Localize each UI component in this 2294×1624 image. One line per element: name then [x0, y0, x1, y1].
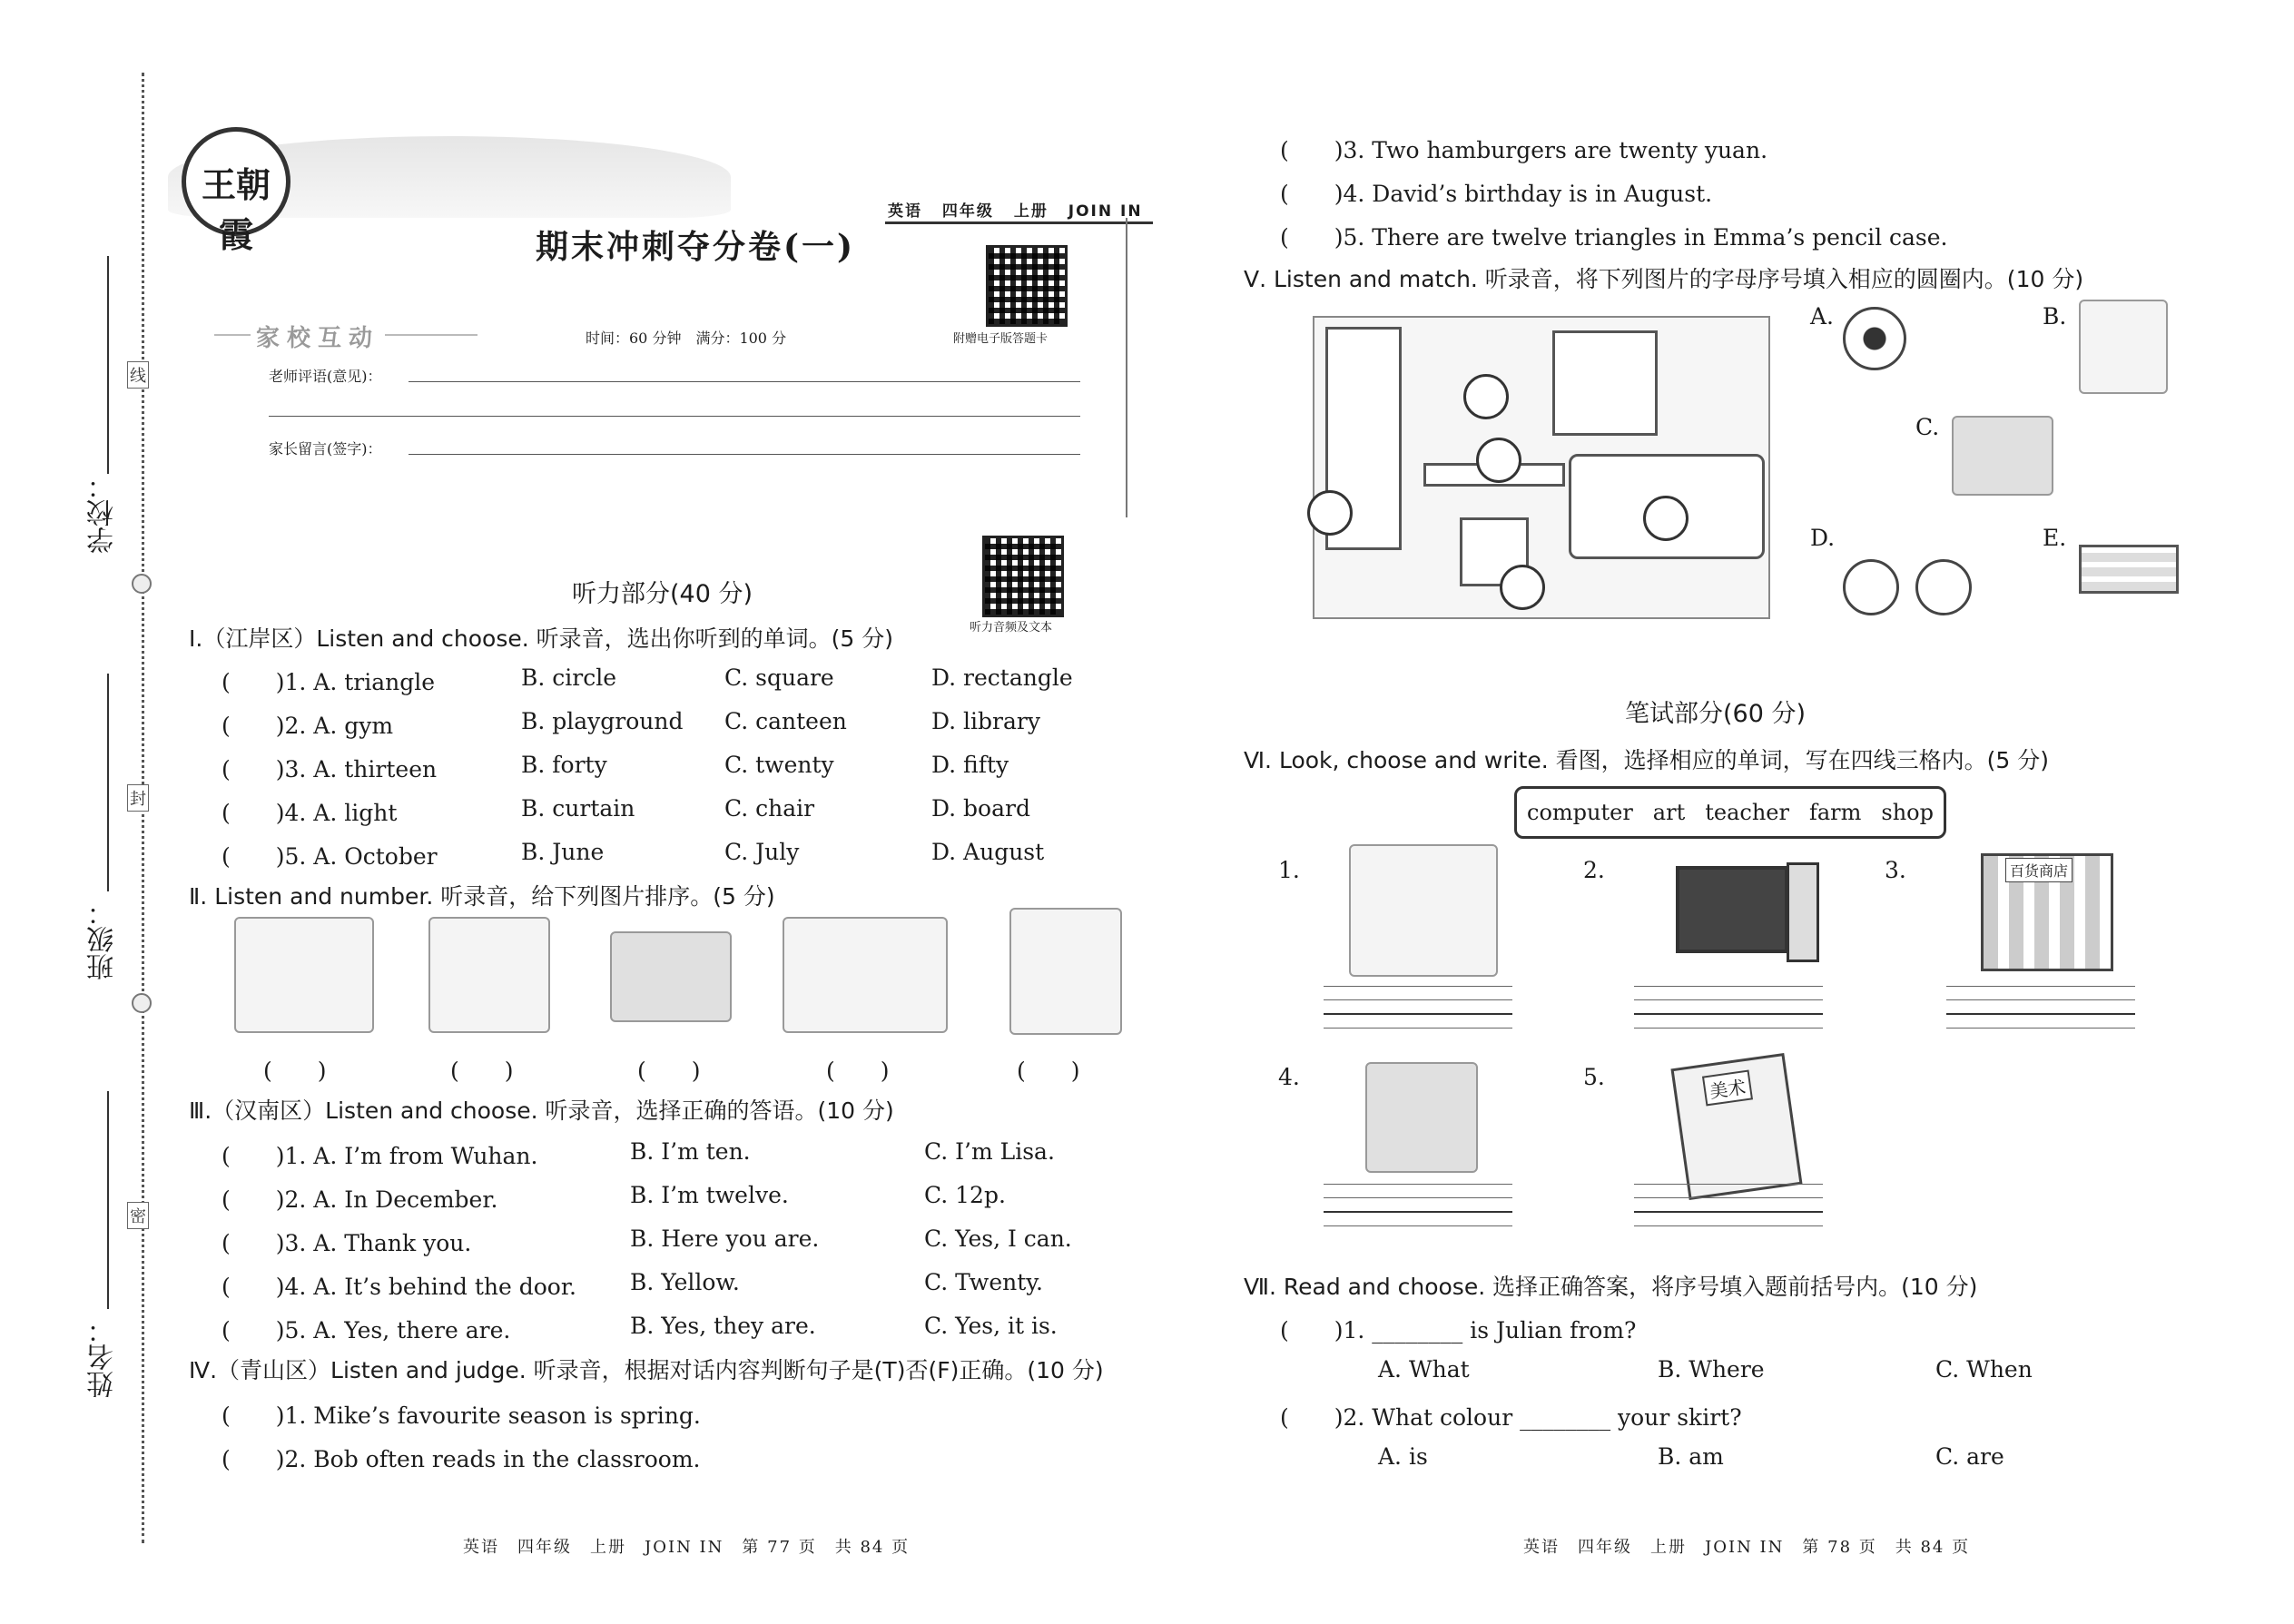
s1-q5-c: C. July: [724, 839, 800, 865]
s3-q4-c: C. Twenty.: [924, 1269, 1044, 1295]
s1-q5-d: D. August: [931, 839, 1045, 865]
footer-left: 英语 四年级 上册 JOIN IN 第 77 页 共 84 页: [463, 1538, 911, 1557]
teacher-comment-line[interactable]: [409, 381, 1080, 382]
word-shop: shop: [1881, 800, 1934, 825]
match-circle-2[interactable]: [1476, 438, 1521, 483]
tag-underline: [885, 221, 1153, 224]
word-farm: farm: [1808, 800, 1862, 825]
s1-q2-c: C. canteen: [724, 708, 847, 734]
s1-q4-c: C. chair: [724, 795, 815, 822]
s6-num-2: 2.: [1583, 857, 1605, 883]
audio-qr-code[interactable]: [982, 536, 1064, 617]
s3-q4-b: B. Yellow.: [630, 1269, 740, 1295]
parent-comment-line[interactable]: [409, 454, 1080, 455]
home-school-heading: 家校互动: [251, 320, 385, 353]
s3-q3-b: B. Here you are.: [630, 1225, 820, 1252]
s3-q1-a[interactable]: ( )1. A. I’m from Wuhan.: [222, 1143, 538, 1169]
class-label: 班级：: [87, 899, 119, 980]
s1-q2-d: D. library: [931, 708, 1040, 734]
parent-comment-label: 家长留言(签字)：: [269, 440, 382, 458]
s4-q4[interactable]: ( )4. David’s birthday is in August.: [1280, 181, 1713, 207]
horse-riding-picture: [428, 917, 550, 1033]
seal-char-mi: 密: [127, 1202, 149, 1229]
computer-picture: [1676, 866, 1788, 953]
s6-writing-lines-4[interactable]: [1324, 1184, 1512, 1239]
tag-subject: 英语: [888, 202, 922, 221]
header-side-rule: [1126, 218, 1127, 517]
s6-num-3: 3.: [1885, 857, 1906, 883]
s3-q4-a[interactable]: ( )4. A. It’s behind the door.: [222, 1274, 576, 1300]
s1-q1-a[interactable]: ( )1. A. triangle: [222, 669, 436, 695]
art-book-label: 美术: [1702, 1070, 1753, 1107]
s2-blank-5[interactable]: ( ): [1017, 1058, 1080, 1084]
shop-picture: [1981, 853, 2113, 971]
s5-letter-e: E.: [2043, 525, 2067, 551]
name-label: 姓名：: [87, 1316, 119, 1398]
s7-q1-c: C. When: [1935, 1356, 2033, 1383]
cat-icon: [2079, 300, 2168, 394]
s3-q1-c: C. I’m Lisa.: [924, 1138, 1055, 1165]
shop-sign: 百货商店: [2005, 858, 2072, 882]
word-art: art: [1652, 800, 1686, 825]
winter-house-picture: [783, 917, 948, 1033]
section-1-title: Ⅰ.（江岸区）Listen and choose. 听录音，选出你听到的单词。(5 分): [189, 625, 894, 652]
s2-blank-1[interactable]: ( ): [263, 1058, 327, 1084]
farm-picture: [1349, 844, 1498, 977]
s3-q2-b: B. I’m twelve.: [630, 1182, 789, 1208]
tag-volume: 上册: [1013, 202, 1049, 221]
s5-letter-b: B.: [2043, 303, 2067, 330]
s7-q1-b: B. Where: [1658, 1356, 1765, 1383]
bicycle-icon: [1843, 534, 1970, 615]
s2-blank-3[interactable]: ( ): [637, 1058, 701, 1084]
s3-q5-b: B. Yes, they are.: [630, 1313, 816, 1339]
section-5-title: Ⅴ. Listen and match. 听录音，将下列图片的字母序号填入相应的圆圈内。(10 分): [1244, 266, 2084, 292]
books-icon: [2079, 545, 2179, 594]
window-shape: [1552, 330, 1658, 436]
s6-num-5: 5.: [1583, 1064, 1605, 1090]
s4-q2[interactable]: ( )2. Bob often reads in the classroom.: [222, 1446, 701, 1472]
listening-section-title: 听力部分(40 分): [572, 580, 753, 608]
s3-q5-a[interactable]: ( )5. A. Yes, there are.: [222, 1317, 511, 1343]
s6-writing-lines-5[interactable]: [1634, 1184, 1823, 1239]
teacher-comment-line-2[interactable]: [269, 416, 1080, 417]
qr1-caption: 附赠电子版答题卡: [953, 332, 1049, 346]
match-circle-4[interactable]: [1643, 496, 1689, 541]
section-2-title: Ⅱ. Listen and number. 听录音，给下列图片排序。(5 分): [189, 883, 775, 910]
name-underline: [107, 1091, 109, 1309]
s1-q1-d: D. rectangle: [931, 664, 1073, 691]
s4-q1[interactable]: ( )1. Mike’s favourite season is spring.: [222, 1403, 701, 1429]
s5-letter-a: A.: [1810, 303, 1835, 330]
bedroom-picture: [1313, 316, 1770, 619]
answer-sheet-qr-code[interactable]: [986, 245, 1068, 327]
subject-tags: [888, 198, 1156, 221]
teacher-picture: [1365, 1062, 1478, 1173]
s2-blank-2[interactable]: ( ): [450, 1058, 514, 1084]
s6-num-4: 4.: [1278, 1064, 1300, 1090]
teacher-comment-label: 老师评语(意见)：: [269, 368, 382, 385]
s1-q2-a[interactable]: ( )2. A. gym: [222, 713, 394, 739]
s1-q5-b: B. June: [521, 839, 605, 865]
s3-q2-a[interactable]: ( )2. A. In December.: [222, 1186, 498, 1213]
s5-letter-c: C.: [1915, 414, 1940, 440]
tag-grade: 四年级: [941, 202, 994, 221]
match-circle-1[interactable]: [1463, 374, 1509, 419]
playground-picture: [234, 917, 374, 1033]
s4-q3[interactable]: ( )3. Two hamburgers are twenty yuan.: [1280, 137, 1768, 163]
seal-char-xian: 线: [127, 361, 149, 389]
s6-writing-lines-2[interactable]: [1634, 986, 1823, 1041]
s3-q2-c: C. 12p.: [924, 1182, 1006, 1208]
s1-q3-a[interactable]: ( )3. A. thirteen: [222, 756, 438, 782]
s1-q5-a[interactable]: ( )5. A. October: [222, 843, 438, 870]
seal-char-feng: 封: [127, 784, 149, 812]
school-label: 学校：: [87, 472, 119, 554]
s7-q1[interactable]: ( )1. ________ is Julian from?: [1280, 1317, 1637, 1343]
section-7-title: Ⅶ. Read and choose. 选择正确答案，将序号填入题前括号内。(10 分): [1244, 1274, 1978, 1300]
binding-hole-icon: [132, 993, 152, 1013]
section-6-title: Ⅵ. Look, choose and write. 看图，选择相应的单词，写在四线三格内。(5 分): [1244, 747, 2050, 773]
writing-section-title: 笔试部分(60 分): [1625, 700, 1807, 728]
s7-q1-a: A. What: [1378, 1356, 1470, 1383]
binding-hole-icon: [132, 574, 152, 594]
tag-textbook: JOIN IN: [1068, 202, 1143, 221]
s1-q4-d: D. board: [931, 795, 1030, 822]
s4-q5[interactable]: ( )5. There are twelve triangles in Emma’s pencil case.: [1280, 224, 1948, 251]
s3-q1-b: B. I’m ten.: [630, 1138, 751, 1165]
football-icon: [1843, 307, 1906, 370]
s2-blank-4[interactable]: ( ): [826, 1058, 890, 1084]
s7-q2-a: A. is: [1378, 1443, 1428, 1470]
logo-text: 王朝霞: [201, 164, 271, 255]
s1-q4-a[interactable]: ( )4. A. light: [222, 800, 398, 826]
word-bank: [1514, 786, 1946, 839]
computer-tower-shape: [1787, 862, 1819, 962]
word-teacher: teacher: [1705, 800, 1789, 825]
s6-writing-lines-3[interactable]: [1946, 986, 2135, 1041]
word-computer: computer: [1527, 800, 1633, 825]
s7-q2-c: C. are: [1935, 1443, 2004, 1470]
art-book-picture: [1670, 1053, 1802, 1200]
s3-q3-a[interactable]: ( )3. A. Thank you.: [222, 1230, 472, 1256]
stairs-picture: [610, 931, 732, 1022]
cat-character-picture: [1009, 908, 1122, 1035]
match-circle-3[interactable]: [1307, 490, 1353, 536]
s1-q3-b: B. forty: [521, 752, 607, 778]
s1-q3-c: C. twenty: [724, 752, 834, 778]
section-4-title: Ⅳ.（青山区）Listen and judge. 听录音，根据对话内容判断句子是(T)否(F)正确。(10 分): [189, 1357, 1104, 1383]
s7-q2-b: B. am: [1658, 1443, 1724, 1470]
s1-q1-b: B. circle: [521, 664, 617, 691]
s7-q2[interactable]: ( )2. What colour ________ your skirt?: [1280, 1404, 1742, 1431]
s3-q5-c: C. Yes, it is.: [924, 1313, 1058, 1339]
time-info: 时间：60 分钟 满分：100 分: [586, 330, 787, 347]
page-title: 期末冲刺夺分卷(一): [536, 228, 856, 266]
s6-num-1: 1.: [1278, 857, 1300, 883]
class-underline: [107, 674, 109, 891]
qr2-caption: 听力音频及文本: [970, 621, 1053, 635]
publisher-logo: [182, 127, 290, 255]
s1-q2-b: B. playground: [521, 708, 684, 734]
footer-right: 英语 四年级 上册 JOIN IN 第 78 页 共 84 页: [1523, 1538, 1971, 1557]
s5-letter-d: D.: [1810, 525, 1836, 551]
s1-q4-b: B. curtain: [521, 795, 635, 822]
s1-q3-d: D. fifty: [931, 752, 1009, 778]
family-photo-icon: [1952, 416, 2053, 496]
s1-q1-c: C. square: [724, 664, 834, 691]
section-3-title: Ⅲ.（汉南区）Listen and choose. 听录音，选择正确的答语。(10 分): [189, 1097, 894, 1124]
s6-writing-lines-1[interactable]: [1324, 986, 1512, 1041]
s3-q3-c: C. Yes, I can.: [924, 1225, 1072, 1252]
match-circle-5[interactable]: [1500, 565, 1545, 610]
school-underline: [107, 256, 109, 474]
